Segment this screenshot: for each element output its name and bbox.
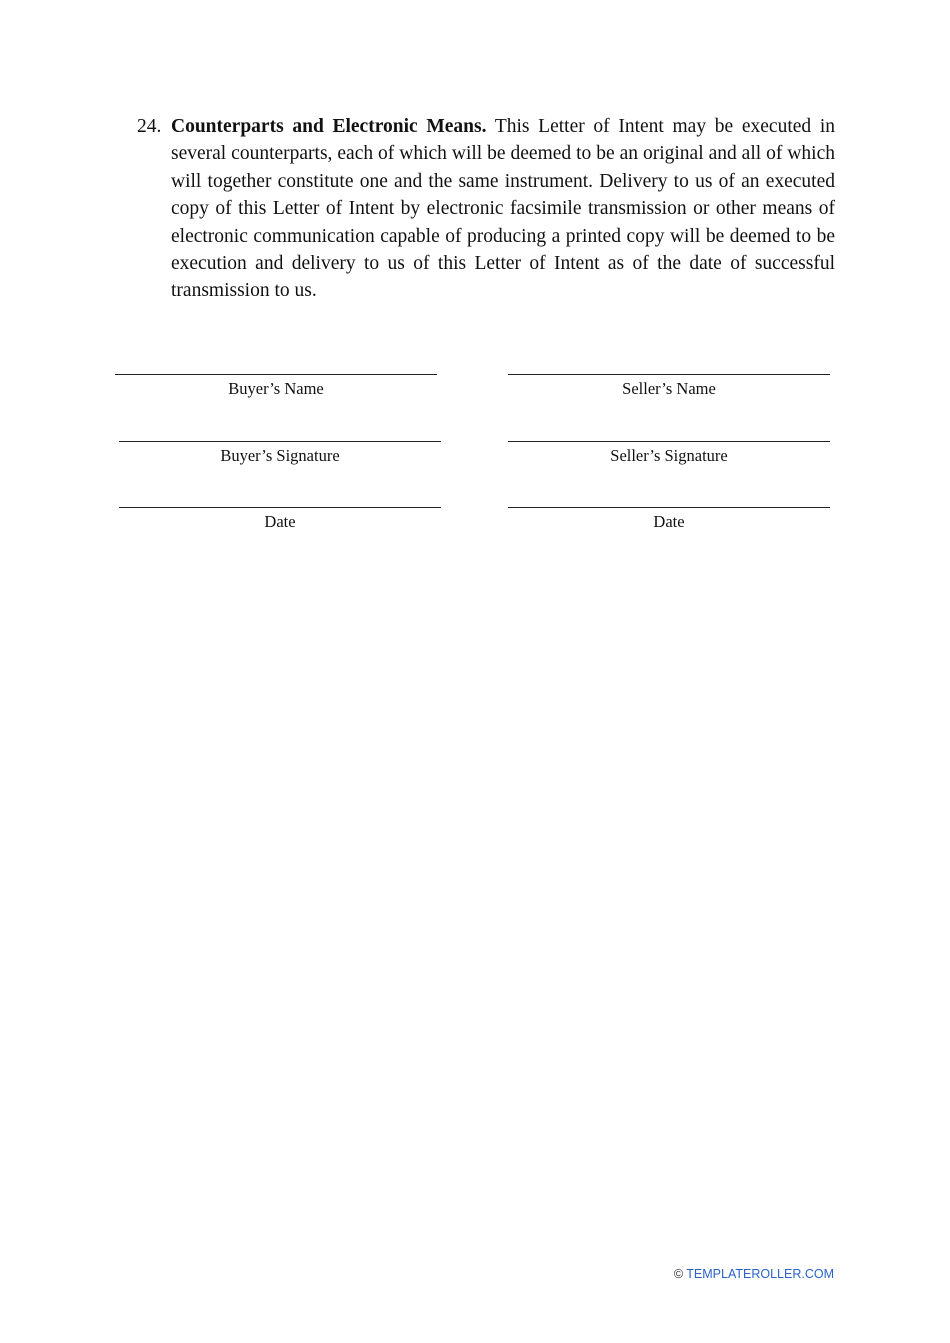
seller-signature-label: Seller’s Signature [610, 446, 728, 465]
seller-date-block [508, 490, 830, 532]
buyer-name-block [115, 357, 437, 399]
clause-body: This Letter of Intent may be executed in several counterparts, each of which will be deemed to be an original and all of which will together constitute one and the same instrument. Delivery to us of an executed copy of this Letter of Intent by electronic facsimile transmission or other means of electronic communication capable of producing a printed copy will be deemed to be execution and delivery to us of this Letter of Intent as of the date of successful transmission to us. [171, 116, 836, 302]
templateroller-link[interactable]: TEMPLATEROLLER.COM [686, 1267, 834, 1281]
seller-name-label: Seller’s Name [622, 379, 716, 398]
footer [674, 1266, 834, 1282]
buyer-date-label: Date [264, 512, 296, 531]
buyer-date-block [119, 490, 441, 532]
buyer-signature-line[interactable] [119, 441, 441, 442]
clause-24 [137, 113, 835, 305]
clause-text [171, 113, 835, 305]
buyer-signature-label: Buyer’s Signature [220, 446, 340, 465]
copyright-icon: © [673, 1267, 684, 1281]
seller-signature-block [508, 424, 830, 466]
seller-name-line[interactable] [508, 374, 830, 375]
seller-signature-line[interactable] [508, 441, 830, 442]
buyer-name-line[interactable] [115, 374, 437, 375]
buyer-date-line[interactable] [119, 507, 441, 508]
clause-number: 24. [137, 116, 162, 137]
clause-heading: Counterparts and Electronic Means. [171, 116, 487, 137]
buyer-signature-block [119, 424, 441, 466]
seller-date-label: Date [653, 512, 685, 531]
seller-name-block [508, 357, 830, 399]
seller-date-line[interactable] [508, 507, 830, 508]
buyer-name-label: Buyer’s Name [228, 379, 324, 398]
